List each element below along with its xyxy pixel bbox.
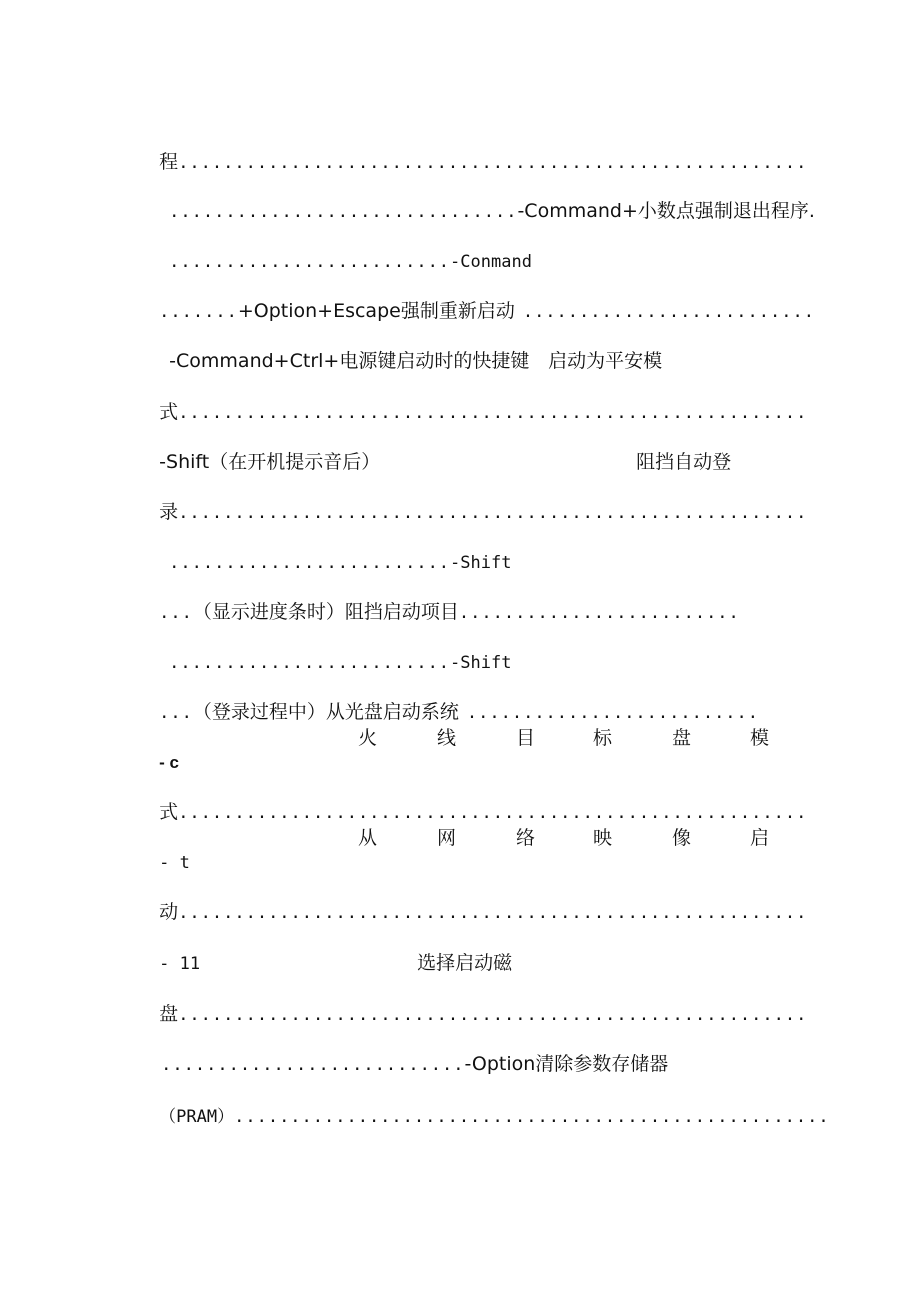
line-1-dots: ........................................................ [178, 153, 808, 173]
line-4-dots: ....... [159, 302, 238, 322]
line-2-dots: ............................... [169, 202, 518, 222]
line-11-dots: ......................... [169, 653, 451, 673]
line-9-dots: ......................... [169, 553, 451, 573]
line-13-char-1: 火 [358, 727, 378, 749]
line-10-dots: ... [159, 603, 193, 623]
line-20-lead: （PRAM） [159, 1107, 235, 1127]
line-11-text: -Shift [450, 653, 512, 673]
line-17-desc: 选择启动磁 [417, 952, 513, 974]
line-13-char-4: 标 [593, 727, 613, 749]
line-3-dots: ......................... [169, 252, 451, 272]
line-19-text: -Option清除参数存储器 [464, 1053, 669, 1075]
line-13-char-6: 模 [750, 727, 770, 749]
line-15-char-6: 启 [750, 827, 770, 849]
line-4-text: +Option+Escape强制重新启动 [237, 300, 515, 322]
line-14 [135, 776, 807, 849]
line-10-text: （显示进度条时）阻挡启动项目 [192, 601, 459, 623]
line-15-char-3: 络 [516, 827, 536, 849]
line-15-char-1: 从 [358, 827, 378, 849]
line-9-text: -Shift [450, 553, 512, 573]
line-5-tail-text: 启动为平安模 [548, 350, 663, 372]
line-20 [135, 1080, 830, 1153]
line-8-dots: ........................................................ [178, 503, 808, 523]
line-15-key-text: - t [159, 853, 190, 873]
line-17-key-text: - 11 [159, 954, 201, 974]
line-12-trail: .......................... [466, 703, 760, 723]
line-10-trail: ......................... [458, 603, 740, 623]
line-8-lead: 录 [159, 501, 179, 523]
line-7-text: -Shift（在开机提示音后） [159, 451, 381, 473]
line-13-char-5: 盘 [672, 727, 692, 749]
line-6-lead: 式 [159, 401, 179, 423]
line-7-tail-text: 阻挡自动登 [636, 451, 732, 473]
line-1-lead: 程 [159, 151, 179, 173]
line-18-lead: 盘 [159, 1003, 179, 1025]
line-18-dots: ........................................................ [178, 1005, 808, 1025]
line-2-text: -Command+小数点强制退出程序. [517, 200, 815, 222]
line-13-key-text: - c [159, 753, 180, 772]
line-20-dots: ..................................................... [234, 1107, 830, 1127]
line-16-dots: ........................................................ [178, 903, 808, 923]
line-12-text: （登录过程中）从光盘启动系统 [192, 701, 459, 723]
line-3-text: -Conmand [450, 252, 532, 272]
line-6-dots: ........................................................ [178, 403, 808, 423]
line-19-dots: ........................... [161, 1055, 465, 1075]
line-13-char-3: 目 [516, 727, 536, 749]
line-14-lead: 式 [159, 801, 179, 823]
line-5-text: -Command+Ctrl+电源键启动时的快捷键 [169, 350, 530, 372]
line-13-char-2: 线 [437, 727, 457, 749]
line-14-dots: ........................................................ [178, 803, 808, 823]
line-16-lead: 动 [159, 901, 179, 923]
line-15-char-4: 映 [593, 827, 613, 849]
line-4-trail: .......................... [522, 302, 815, 322]
line-12-dots: ... [159, 703, 193, 723]
line-15-char-2: 网 [437, 827, 457, 849]
line-15-char-5: 像 [672, 827, 692, 849]
